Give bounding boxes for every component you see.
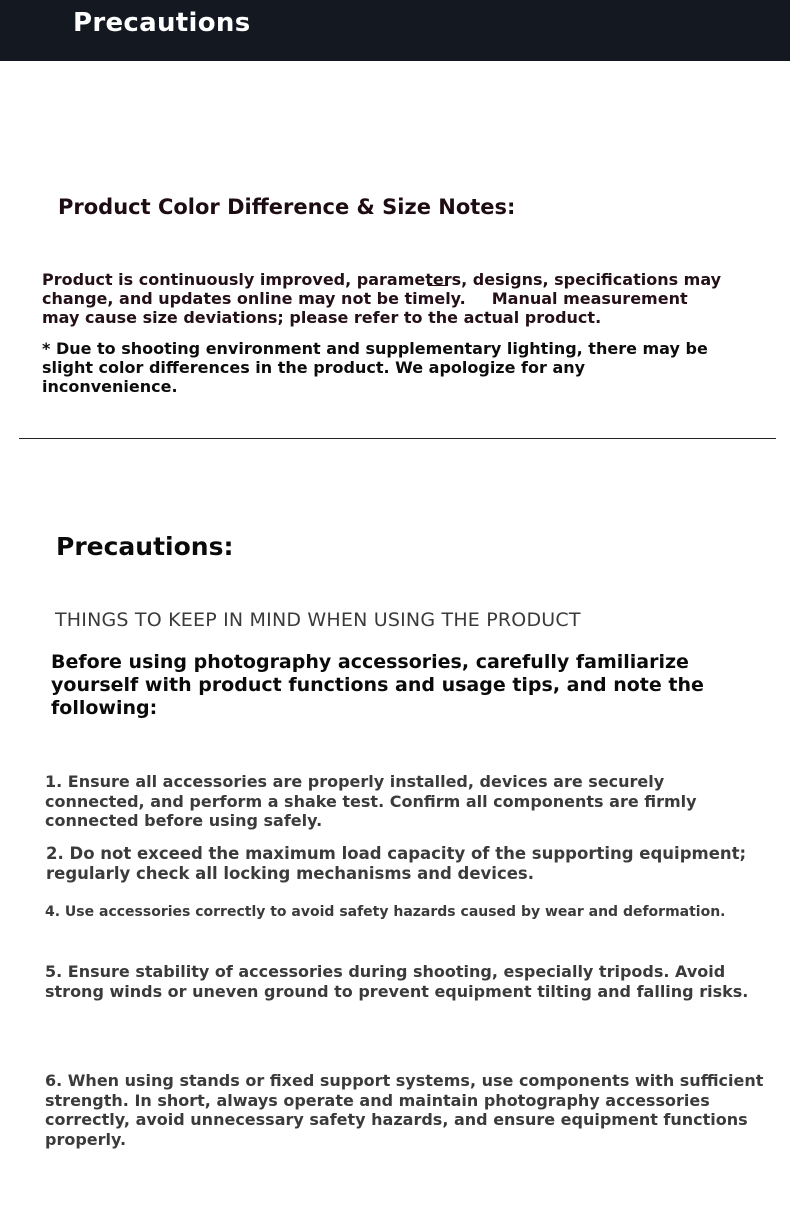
section-divider xyxy=(19,438,776,439)
precautions-intro: Before using photography accessories, carefully familiarize yourself with product functions and usage tips, and note the following: xyxy=(51,651,704,719)
color-size-notes-heading: Product Color Difference & Size Notes: xyxy=(58,195,516,219)
precaution-item: 6. When using stands or fixed support systems, use components with sufficient strength. In short, always operate and maintain photography accessories correctly, avoid unnecessary safety hazards, and ensure equipment functions properly. xyxy=(45,1071,764,1149)
precaution-item: 2. Do not exceed the maximum load capacity of the supporting equipment; regularly check all locking mechanisms and devices. xyxy=(46,844,747,883)
precaution-item: 1. Ensure all accessories are properly installed, devices are securely connected, and perform a shake test. Confirm all components are firmly connected before using safely. xyxy=(45,772,697,830)
header-bar xyxy=(0,0,790,61)
size-note-text-a: Product is continuously improved, parameters, designs, specifications may change, and updates online may not be timely. xyxy=(42,270,722,308)
precaution-item: 4. Use accessories correctly to avoid safety hazards caused by wear and deformation. xyxy=(45,904,726,920)
precautions-heading: Precautions: xyxy=(56,532,234,561)
size-note-paragraph xyxy=(42,270,722,327)
color-note-paragraph: * Due to shooting environment and supplementary lighting, there may be slight color differences in the product. We apologize for any inconvenience. xyxy=(42,339,708,396)
size-note-text-b: Manual measurement may cause size deviations; please refer to the actual product. xyxy=(42,289,688,327)
precaution-item: 5. Ensure stability of accessories during shooting, especially tripods. Avoid strong winds or uneven ground to prevent equipment tilting and falling risks. xyxy=(45,962,749,1001)
precautions-subtitle: THINGS TO KEEP IN MIND WHEN USING THE PRODUCT xyxy=(55,609,581,631)
highlight-mark xyxy=(428,276,448,286)
header-title: Precautions xyxy=(73,8,251,38)
